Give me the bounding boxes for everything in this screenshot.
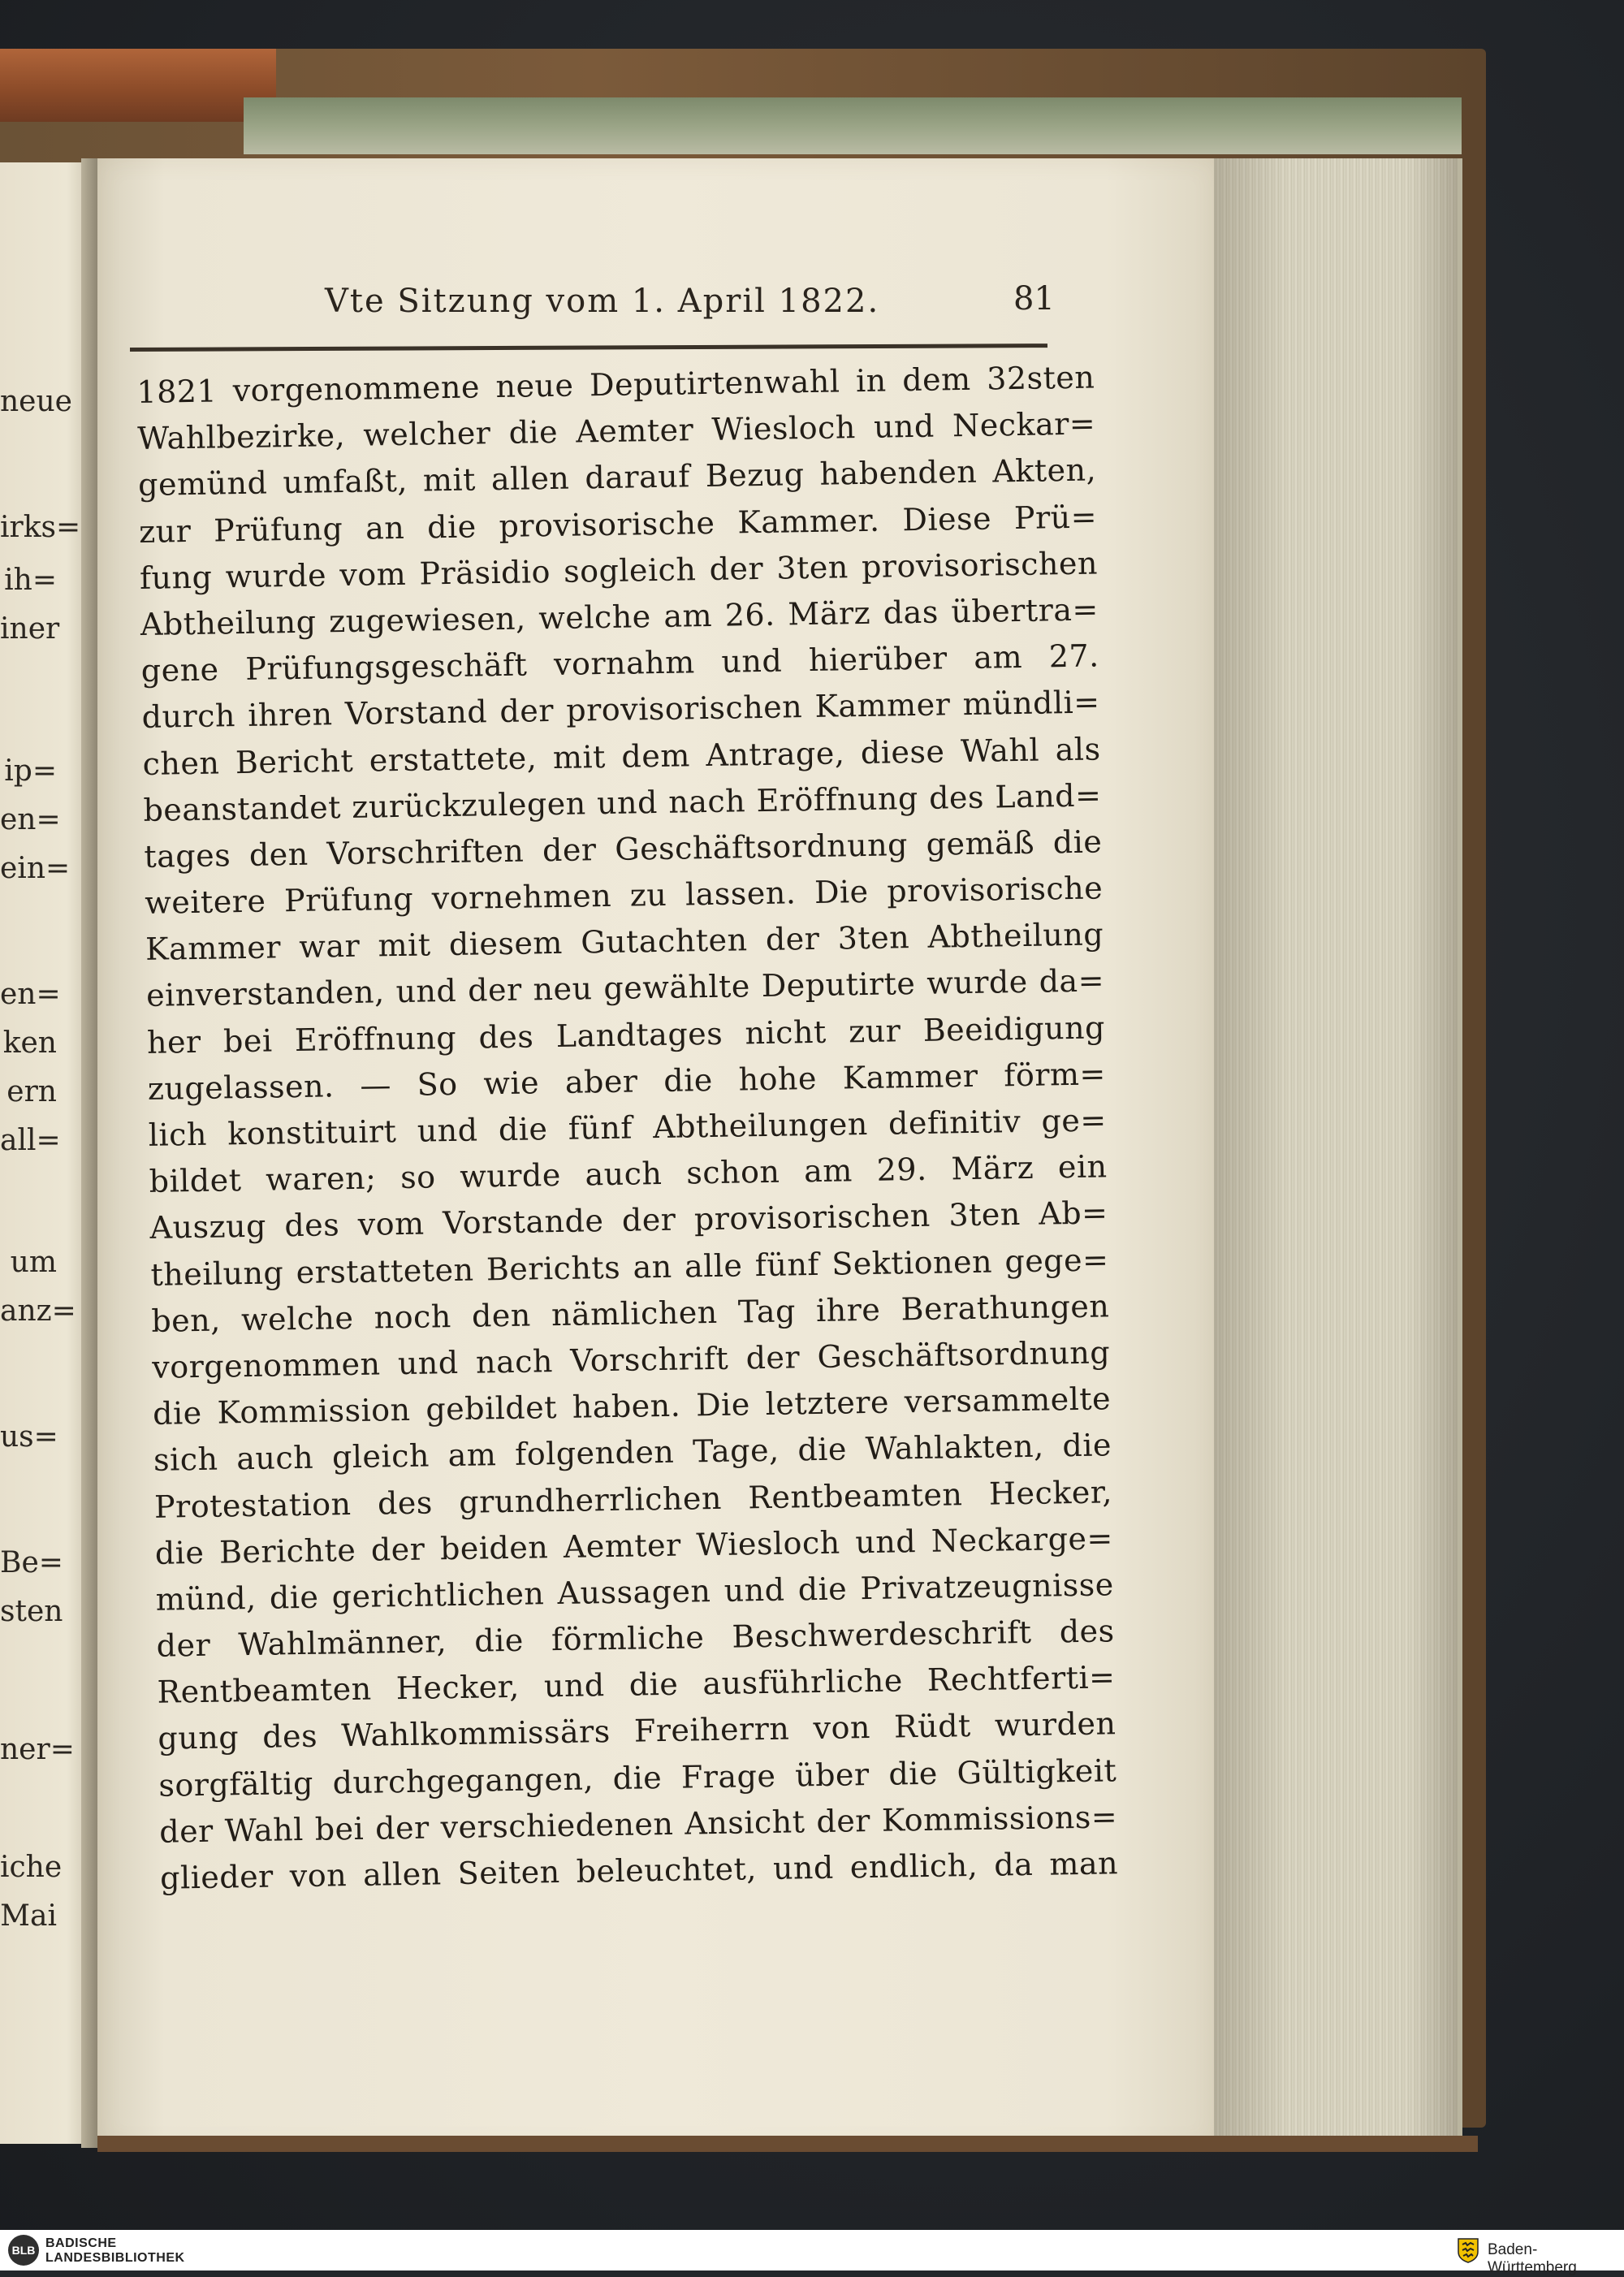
blb-name-line2: LANDESBIBLIOTHEK <box>45 2251 185 2265</box>
left-page-fragment: ih= <box>4 564 57 597</box>
left-page-fragment: ken <box>2 1026 57 1060</box>
text-line: zur Prüfung an die provisorische Kammer. Diese Prü= <box>138 499 1098 550</box>
text-line: fung wurde vom Präsidio sogleich der 3ten provisorischen <box>139 545 1099 596</box>
text-line: sorgfältig durchgegangen, die Frage über die Gültigkeit <box>158 1752 1117 1804</box>
text-line: gung des Wahlkommissärs Freiherrn von Rüdt wurden <box>158 1705 1116 1757</box>
footer-bar <box>0 2230 1624 2276</box>
left-page-fragment: ern <box>6 1075 57 1108</box>
text-line: glieder von allen Seiten beleuchtet, und endlich, da man <box>159 1845 1119 1896</box>
text-line: der Wahlmänner, die förmliche Beschwerdeschrift des <box>156 1613 1115 1664</box>
text-line: sich auch gleich am folgenden Tage, die Wahlakten, die <box>153 1427 1112 1479</box>
text-line: zugelassen. — So wie aber die hohe Kammer förm= <box>147 1056 1107 1107</box>
text-line: chen Bericht erstattete, mit dem Antrage, diese Wahl als <box>142 730 1101 782</box>
left-page-fragment: iner <box>0 612 60 646</box>
text-line: der Wahl bei der verschiedenen Ansicht der Kommissions= <box>158 1799 1118 1850</box>
left-page-fragment: neue <box>0 385 72 418</box>
running-head: Vte Sitzung vom 1. April 1822. <box>325 283 880 320</box>
text-line: tages den Vorschriften der Geschäftsordnung gemäß die <box>144 823 1103 875</box>
left-page-fragment: sten <box>0 1595 63 1628</box>
cover-bottom-edge <box>97 2136 1478 2152</box>
text-line: her bei Eröffnung des Landtages nicht zur Beeidigung <box>146 1009 1106 1061</box>
baden-wuerttemberg-emblem-icon <box>1456 2237 1480 2263</box>
body-text <box>136 354 1118 1901</box>
left-page-fragment: irks= <box>0 511 81 544</box>
text-line: Protestation des grundherrlichen Rentbeamten Hecker, <box>153 1473 1113 1525</box>
text-line: gemünd umfaßt, mit allen darauf Bezug habenden Akten, <box>137 452 1097 503</box>
text-line: theilung erstatteten Berichts an alle fünf Sektionen gege= <box>150 1241 1109 1293</box>
left-page-fragment: en= <box>0 803 61 836</box>
text-line: Kammer war mit diesem Gutachten der 3ten Abtheilung <box>145 916 1104 968</box>
text-line: durch ihren Vorstand der provisorischen Kammer mündli= <box>141 684 1100 736</box>
text-line: gene Prüfungsgeschäft vornahm und hierüber am 27. <box>140 637 1100 689</box>
text-line: die Berichte der beiden Aemter Wiesloch und Neckarge= <box>154 1519 1114 1571</box>
text-line: ben, welche noch den nämlichen Tag ihre Berathungen <box>151 1288 1110 1339</box>
text-line: Wahlbezirke, welcher die Aemter Wiesloch und Neckar= <box>136 405 1096 457</box>
left-page-fragment: iche <box>0 1851 63 1884</box>
page-block-shade <box>1214 158 1458 2140</box>
left-page-fragment: en= <box>0 978 61 1011</box>
text-line: die Kommission gebildet haben. Die letztere versammelte <box>152 1380 1112 1432</box>
left-page-fragment: ein= <box>0 852 71 885</box>
text-line: 1821 vorgenommene neue Deputirtenwahl in dem 32sten <box>136 359 1095 410</box>
text-line: beanstandet zurückzulegen und nach Eröffnung des Land= <box>143 777 1102 828</box>
left-page-fragment: ner= <box>0 1733 75 1766</box>
page-number: 81 <box>1013 280 1055 318</box>
blb-logo: BLB <box>8 2235 39 2266</box>
spine-leather <box>0 49 276 122</box>
left-page-fragment: all= <box>0 1124 61 1157</box>
left-page-fragment: ip= <box>4 754 57 788</box>
text-line: Rentbeamten Hecker, und die ausführliche Rechtferti= <box>157 1659 1116 1711</box>
left-page-fragment: anz= <box>0 1294 76 1328</box>
text-line: lich konstituirt und die fünf Abtheilungen definitiv ge= <box>148 1102 1108 1153</box>
left-page-fragment: um <box>10 1246 57 1279</box>
text-line: einverstanden, und der neu gewählte Deputirte wurde da= <box>145 962 1105 1014</box>
text-line: bildet waren; so wurde auch schon am 29. März ein <box>149 1148 1108 1200</box>
text-line: weitere Prüfung vornehmen zu lassen. Die provisorische <box>144 870 1104 921</box>
text-line: Abtheilung zugewiesen, welche am 26. März das übertra= <box>140 591 1099 642</box>
baden-wuerttemberg-label: Baden-Württemberg <box>1488 2241 1577 2276</box>
page-top-edge <box>244 97 1462 154</box>
left-page-fragment: Be= <box>0 1546 63 1579</box>
left-page-fragment: us= <box>0 1420 58 1454</box>
left-page-fragment: Mai <box>0 1899 57 1933</box>
text-line: vorgenommen und nach Vorschrift der Geschäftsordnung <box>151 1334 1111 1385</box>
text-line: Auszug des vom Vorstande der provisorischen 3ten Ab= <box>149 1195 1108 1247</box>
blb-name-line1: BADISCHE <box>45 2236 117 2250</box>
text-line: münd, die gerichtlichen Aussagen und die Privatzeugnisse <box>155 1566 1114 1618</box>
